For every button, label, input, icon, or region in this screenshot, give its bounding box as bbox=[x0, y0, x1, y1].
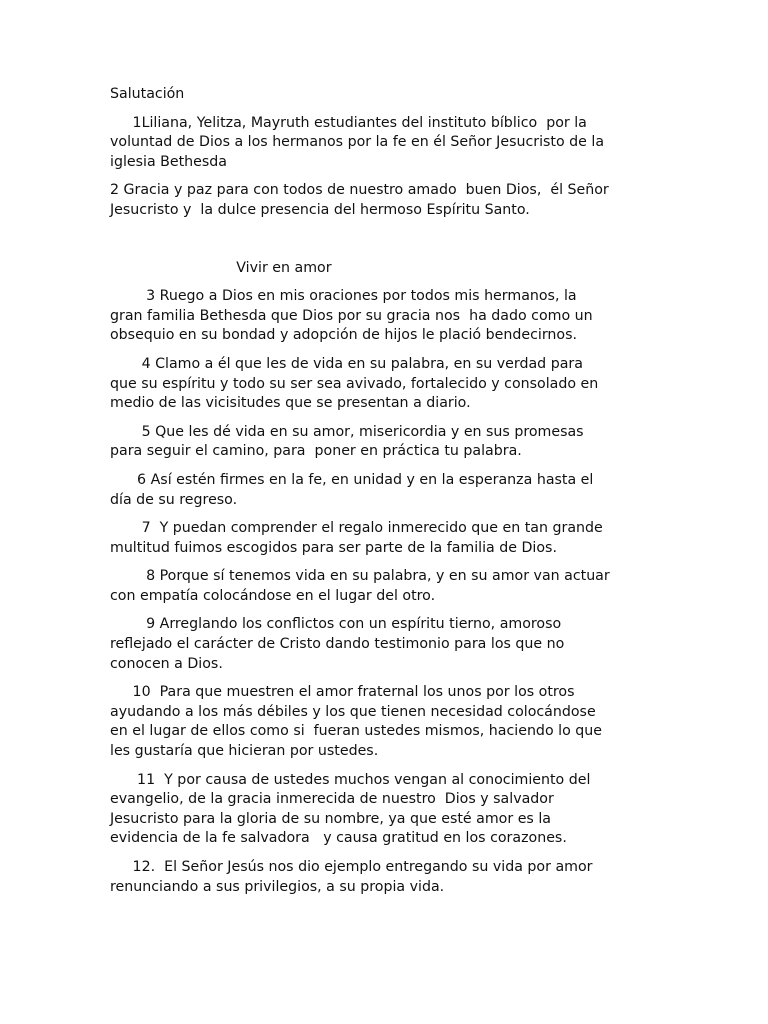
paragraph-line: reflejado el carácter de Cristo dando testimonio para los que no bbox=[110, 636, 565, 653]
paragraph-line: multitud fuimos escogidos para ser parte de la familia de Dios. bbox=[110, 539, 557, 556]
paragraph-9 bbox=[110, 615, 655, 674]
paragraph-5 bbox=[110, 423, 655, 462]
paragraph-line: voluntad de Dios a los hermanos por la fe en él Señor Jesucristo de la bbox=[110, 134, 605, 151]
paragraph-7 bbox=[110, 519, 655, 558]
paragraph-line: evangelio, de la gracia inmerecida de nuestro Dios y salvador bbox=[110, 791, 554, 808]
section-title: Salutación bbox=[110, 86, 185, 102]
paragraph-line: con empatía colocándose en el lugar del otro. bbox=[110, 587, 436, 604]
paragraph-line: 4 Clamo a él que les de vida en su palabra, en su verdad para bbox=[110, 355, 583, 372]
paragraph-line: 9 Arreglando los conflictos con un espíritu tierno, amoroso bbox=[110, 616, 562, 633]
paragraph-line: ayudando a los más débiles y los que tienen necesidad colocándose bbox=[110, 703, 596, 720]
paragraph-line: 11 Y por causa de ustedes muchos vengan al conocimiento del bbox=[110, 771, 591, 788]
paragraph-line: en el lugar de ellos como si fueran ustedes mismos, haciendo lo que bbox=[110, 723, 602, 740]
document-page bbox=[110, 85, 655, 897]
paragraph-line: renunciando a sus privilegios, a su propia vida. bbox=[110, 878, 445, 895]
paragraph-10 bbox=[110, 683, 655, 761]
paragraph-line: evidencia de la fe salvadora y causa gratitud en los corazones. bbox=[110, 830, 567, 847]
paragraph-line: conocen a Dios. bbox=[110, 655, 223, 672]
paragraph-1 bbox=[110, 114, 655, 173]
paragraph-line: 2 Gracia y paz para con todos de nuestro amado buen Dios, él Señor bbox=[110, 182, 609, 199]
paragraph-line: obsequio en su bondad y adopción de hijos le plació bendecirnos. bbox=[110, 327, 577, 344]
paragraph-line: 3 Ruego a Dios en mis oraciones por todos mis hermanos, la bbox=[110, 288, 577, 305]
paragraph-12 bbox=[110, 858, 655, 897]
paragraph-line: 8 Porque sí tenemos vida en su palabra, y en su amor van actuar bbox=[110, 568, 610, 585]
paragraph-line: 6 Así estén firmes en la fe, en unidad y en la esperanza hasta el bbox=[110, 471, 594, 488]
paragraph-line: les gustaría que hicieran por ustedes. bbox=[110, 743, 379, 760]
section-heading: Vivir en amor bbox=[110, 259, 332, 276]
paragraph-line: Jesucristo para la gloria de su nombre, ya que esté amor es la bbox=[110, 810, 551, 827]
paragraph-2 bbox=[110, 181, 655, 220]
paragraph-line: Jesucristo y la dulce presencia del hermoso Espíritu Santo. bbox=[110, 201, 530, 218]
paragraph-6 bbox=[110, 471, 655, 510]
paragraph-line: 12. El Señor Jesús nos dio ejemplo entregando su vida por amor bbox=[110, 859, 593, 875]
paragraph-line: día de su regreso. bbox=[110, 491, 238, 508]
paragraph-line: para seguir el camino, para poner en práctica tu palabra. bbox=[110, 443, 522, 460]
paragraph-11 bbox=[110, 771, 655, 849]
paragraph-3 bbox=[110, 287, 655, 346]
paragraph-line: 7 Y puedan comprender el regalo inmerecido que en tan grande bbox=[110, 520, 603, 537]
paragraph-line: que su espíritu y todo su ser sea avivado, fortalecido y consolado en bbox=[110, 375, 599, 392]
paragraph-line: gran familia Bethesda que Dios por su gracia nos ha dado como un bbox=[110, 307, 593, 324]
paragraph-line: iglesia Bethesda bbox=[110, 153, 227, 170]
paragraph-line: 10 Para que muestren el amor fraternal los unos por los otros bbox=[110, 684, 575, 701]
paragraph-4 bbox=[110, 355, 655, 414]
paragraph-line: 1Liliana, Yelitza, Mayruth estudiantes del instituto bíblico por la bbox=[110, 114, 587, 131]
paragraph-8 bbox=[110, 567, 655, 606]
paragraph-line: medio de las vicisitudes que se presentan a diario. bbox=[110, 395, 471, 412]
paragraph-line: 5 Que les dé vida en su amor, misericordia y en sus promesas bbox=[110, 423, 584, 440]
